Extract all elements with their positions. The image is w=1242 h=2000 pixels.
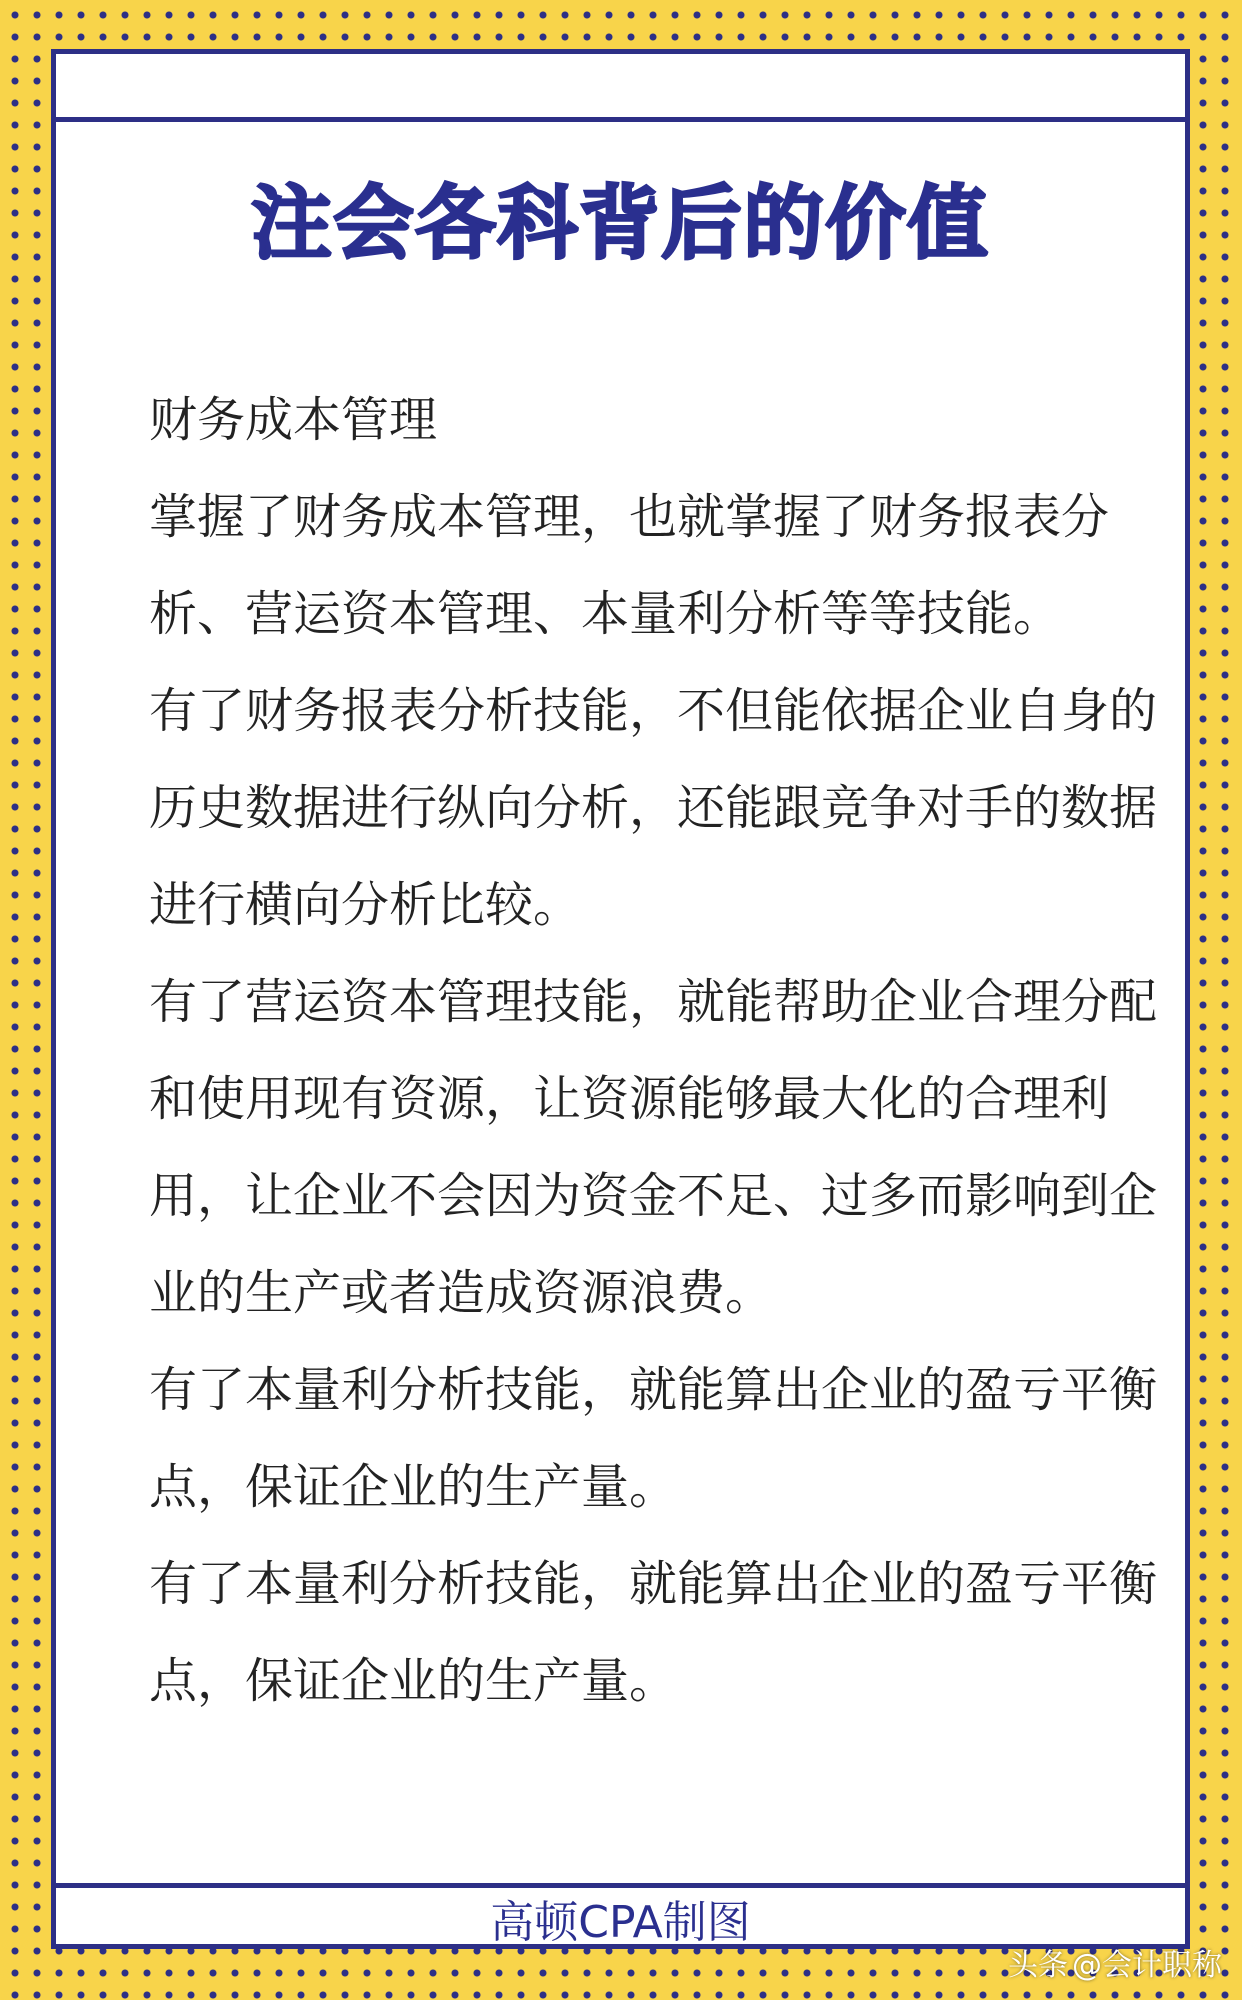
article-body <box>149 372 1159 1730</box>
bottom-divider <box>56 1883 1185 1888</box>
paragraph-2: 有了财务报表分析技能，不但能依据企业自身的历史数据进行纵向分析，还能跟竞争对手的数据进行横向分析比较。 <box>149 683 1158 933</box>
watermark <box>1008 1946 1222 1986</box>
top-divider <box>56 117 1185 122</box>
paragraph-4: 有了本量利分析技能，就能算出企业的盈亏平衡点，保证企业的生产量。 <box>149 1362 1158 1515</box>
content-card <box>51 49 1190 1949</box>
paragraph-3: 有了营运资本管理技能，就能帮助企业合理分配和使用现有资源，让资源能够最大化的合理利用，让企业不会因为资金不足、过多而影响到企业的生产或者造成资源浪费。 <box>149 974 1158 1321</box>
page-title: 注会各科背后的价值 <box>251 177 990 270</box>
paragraph-5: 有了本量利分析技能，就能算出企业的盈亏平衡点，保证企业的生产量。 <box>149 1556 1158 1709</box>
section-heading: 财务成本管理 <box>149 392 438 448</box>
paragraph-1: 掌握了财务成本管理，也就掌握了财务报表分析、营运资本管理、本量利分析等等技能。 <box>149 489 1110 642</box>
watermark-brand: 头条 <box>1008 1948 1068 1983</box>
watermark-handle: @会计职称 <box>1072 1948 1222 1983</box>
footer-credit: 高顿CPA制图 <box>490 1897 751 1948</box>
